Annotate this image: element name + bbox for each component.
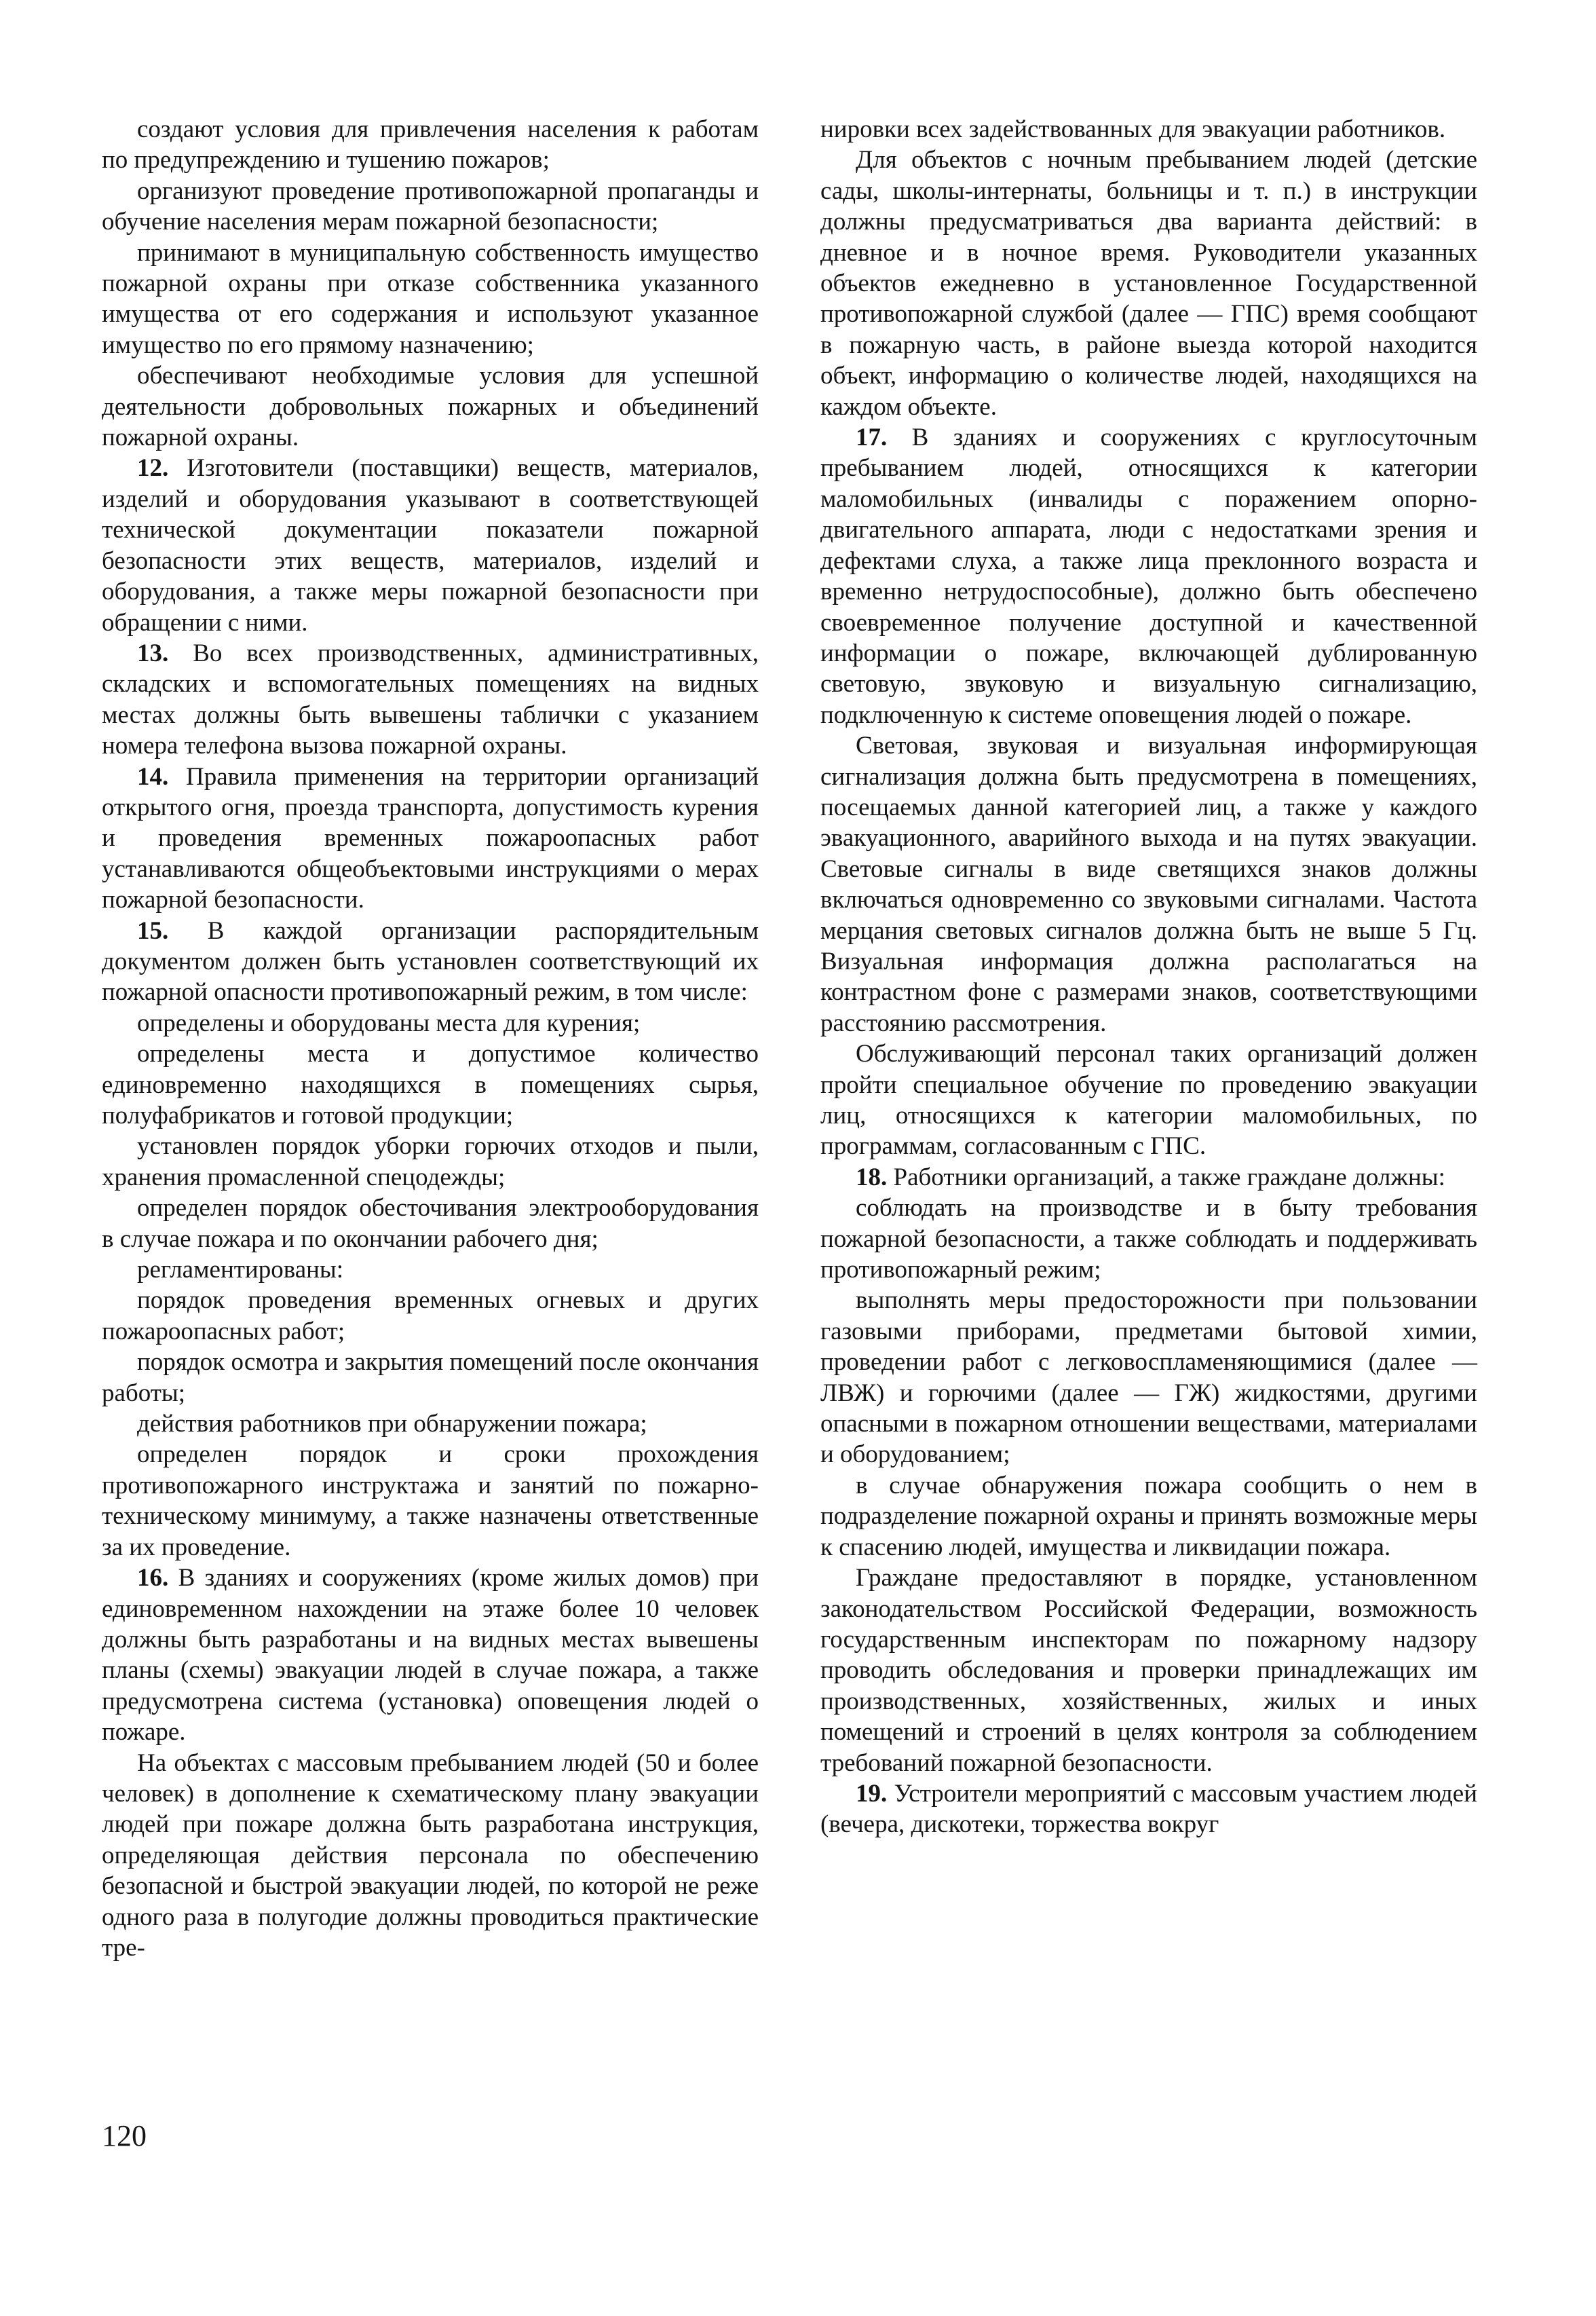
- paragraph: [102, 638, 759, 762]
- paragraph-text: действия работников при обнаружении пожара;: [137, 1410, 647, 1438]
- paragraph: [102, 1039, 759, 1131]
- paragraph: [820, 1193, 1477, 1285]
- paragraph-text: определены места и допустимое количество единовременно находящихся в помещениях сырья, полуфабрикатов и готовой продукции;: [102, 1040, 759, 1129]
- clause-number: 13.: [137, 639, 169, 667]
- paragraph: [102, 1439, 759, 1563]
- clause-number: 15.: [137, 916, 169, 945]
- paragraph-text: Во всех производственных, административных, складских и вспомогательных помещениях на видных местах должны быть вывешены таблички с указанием номера телефона вызова пожарной охраны.: [102, 639, 759, 760]
- paragraph-text: определен порядок и сроки прохождения противопожарного инструктажа и занятий по пожарно-техническому минимуму, а также назначены ответственные за их проведение.: [102, 1440, 759, 1561]
- paragraph: [820, 1285, 1477, 1470]
- paragraph-text: порядок осмотра и закрытия помещений после окончания работы;: [102, 1348, 759, 1407]
- paragraph: [102, 1347, 759, 1408]
- paragraph-text: принимают в муниципальную собственность имущество пожарной охраны при отказе собственника указанного имущества от его содержания и используют указанное имущество по его прямому назначению;: [102, 238, 759, 359]
- paragraph: [820, 1039, 1477, 1162]
- left-column: [102, 114, 759, 1963]
- paragraph: [820, 730, 1477, 1039]
- paragraph-text: Работники организаций, а также граждане должны:: [887, 1163, 1445, 1191]
- paragraph: [102, 916, 759, 1008]
- paragraph: [102, 1285, 759, 1347]
- right-column: [820, 114, 1477, 1840]
- paragraph-text: Изготовители (поставщики) веществ, материалов, изделий и оборудования указывают в соответствующей технической документации показатели пожарной безопасности этих веществ, материалов, изделий и оборудования, а также меры пожарной безопасности при обращении с ними.: [102, 454, 759, 637]
- paragraph-text: выполнять меры предосторожности при пользовании газовыми приборами, предметами бытовой химии, проведении работ с легковоспламеняющимися (далее — ЛВЖ) и горючими (далее — ГЖ) жидкостями, другими опасными в пожарном отношении веществами, материалами и оборудованием;: [820, 1286, 1477, 1469]
- paragraph: [820, 1162, 1477, 1193]
- paragraph: [102, 1748, 759, 1964]
- paragraph: [102, 453, 759, 637]
- paragraph: [102, 176, 759, 238]
- paragraph: [820, 422, 1477, 730]
- paragraph-text: определен порядок обесточивания электрооборудования в случае пожара и по окончании рабочего дня;: [102, 1194, 759, 1253]
- paragraph: [102, 1193, 759, 1254]
- clause-number: 12.: [137, 454, 169, 483]
- clause-number: 19.: [856, 1779, 888, 1808]
- paragraph: [102, 1563, 759, 1747]
- paragraph-text: Граждане предоставляют в порядке, установленном законодательством Российской Федерации, возможность государственным инспекторам по пожарному надзору проводить обследования и проверки принадлежащих им производственных, хозяйственных, жилых и иных помещений и строений в целях контроля за соблюдением требований пожарной безопасности.: [820, 1564, 1477, 1777]
- paragraph-text: организуют проведение противопожарной пропаганды и обучение населения мерам пожарной безопасности;: [102, 176, 759, 236]
- clause-number: 18.: [856, 1163, 888, 1191]
- clause-number: 14.: [137, 762, 169, 791]
- paragraph: [102, 762, 759, 916]
- page-number: 120: [102, 2119, 147, 2152]
- paragraph-text: соблюдать на производстве и в быту требования пожарной безопасности, а также соблюдать и поддерживать противопожарный режим;: [820, 1194, 1477, 1284]
- paragraph: [102, 1408, 759, 1439]
- clause-number: 16.: [137, 1564, 169, 1592]
- paragraph-text: Правила применения на территории организаций открытого огня, проезда транспорта, допустимость курения и проведения временных пожароопасных работ устанавливаются общеобъектовыми инструкциями о мерах пожарной безопасности.: [102, 762, 759, 914]
- paragraph-text: Световая, звуковая и визуальная информирующая сигнализация должна быть предусмотрена в помещениях, посещаемых данной категорией лиц, а также у каждого эвакуационного, аварийного выхода и на путях эвакуации. Световые сигналы в виде светящихся знаков должны включаться одновременно со звуковыми сигналами. Частота мерцания световых сигналов должна быть не выше 5 Гц. Визуальная информация должна располагаться на контрастном фоне с размерами знаков, соответствующими расстоянию рассмотрения.: [820, 732, 1477, 1037]
- paragraph-text: Для объектов с ночным пребыванием людей (детские сады, школы-интернаты, больницы и т. п.) в инструкции должны предусматриваться два варианта действий: в дневное и в ночное время. Руководители указанных объектов ежедневно в установленное Государственной противопожарной службой (далее — ГПС) время сообщают в пожарную часть, в районе выезда которой находится объект, информацию о количестве людей, находящихся на каждом объекте.: [820, 146, 1477, 421]
- paragraph-text: В зданиях и сооружениях с круглосуточным пребыванием людей, относящихся к категории маломобильных (инвалиды с поражением опорно-двигательного аппарата, люди с недостатками зрения и дефектами слуха, а также лица преклонного возраста и временно нетрудоспособные), должно быть обеспечено своевременное получение доступной и качественной информации о пожаре, включающей дублированную световую, звуковую и визуальную сигнализацию, подключенную к системе оповещения людей о пожаре.: [820, 424, 1477, 729]
- paragraph: [820, 114, 1477, 145]
- paragraph: [820, 145, 1477, 422]
- paragraph-text: определены и оборудованы места для курения;: [137, 1009, 641, 1037]
- paragraph: [820, 1470, 1477, 1563]
- paragraph: [102, 1008, 759, 1039]
- paragraph-text: в случае обнаружения пожара сообщить о нем в подразделение пожарной охраны и принять возможные меры к спасению людей, имущества и ликвидации пожара.: [820, 1471, 1477, 1561]
- paragraph-text: создают условия для привлечения населения к работам по предупреждению и тушению пожаров;: [102, 115, 759, 174]
- paragraph-text: Обслуживающий персонал таких организаций должен пройти специальное обучение по проведению эвакуации лиц, относящихся к категории маломобильных, по программам, согласованным с ГПС.: [820, 1040, 1477, 1161]
- paragraph: [820, 1778, 1477, 1840]
- paragraph: [102, 1131, 759, 1193]
- clause-number: 17.: [856, 424, 888, 452]
- paragraph-text: Устроители мероприятий с массовым участием людей (вечера, дискотеки, торжества вокруг: [820, 1779, 1477, 1839]
- paragraph: [102, 238, 759, 361]
- paragraph-text: регламентированы:: [137, 1256, 344, 1284]
- paragraph-text: нировки всех задействованных для эвакуации работников.: [820, 115, 1446, 143]
- paragraph: [102, 360, 759, 453]
- paragraph-text: На объектах с массовым пребыванием людей (50 и более человек) в дополнение к схематическому плану эвакуации людей при пожаре должна быть разработана инструкция, определяющая действия персонала по обеспечению безопасной и быстрой эвакуации людей, по которой не реже одного раза в полугодие должны проводиться практические тре-: [102, 1749, 759, 1962]
- paragraph-text: обеспечивают необходимые условия для успешной деятельности добровольных пожарных и объединений пожарной охраны.: [102, 362, 759, 452]
- paragraph: [102, 1254, 759, 1285]
- paragraph-text: В зданиях и сооружениях (кроме жилых домов) при единовременном нахождении на этаже более 10 человек должны быть разработаны и на видных местах вывешены планы (схемы) эвакуации людей в случае пожара, а также предусмотрена система (установка) оповещения людей о пожаре.: [102, 1564, 759, 1747]
- paragraph: [820, 1563, 1477, 1778]
- paragraph-text: порядок проведения временных огневых и других пожароопасных работ;: [102, 1286, 759, 1345]
- paragraph: [102, 114, 759, 176]
- paragraph-text: установлен порядок уборки горючих отходов и пыли, хранения промасленной спецодежды;: [102, 1132, 759, 1191]
- paragraph-text: В каждой организации распорядительным документом должен быть установлен соответствующий их пожарной опасности противопожарный режим, в том числе:: [102, 916, 759, 1007]
